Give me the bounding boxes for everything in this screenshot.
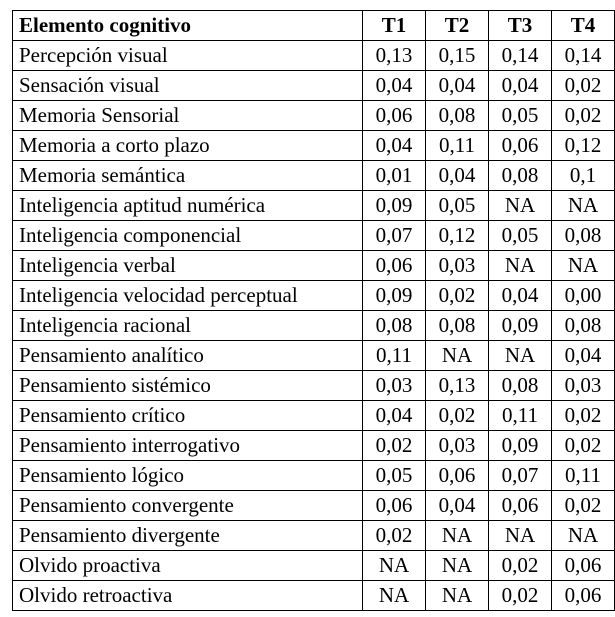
table-cell-t4: 0,02 xyxy=(552,401,615,431)
table-cell-t4: 0,06 xyxy=(552,581,615,611)
table-cell-t1: 0,09 xyxy=(363,191,426,221)
table-cell-t1: 0,05 xyxy=(363,461,426,491)
table-cell-t1: 0,13 xyxy=(363,41,426,71)
row-label: Memoria Sensorial xyxy=(13,101,363,131)
table-cell-t1: 0,08 xyxy=(363,311,426,341)
table-cell-t3: 0,09 xyxy=(489,311,552,341)
table-cell-t4: 0,02 xyxy=(552,491,615,521)
table-cell-t4: NA xyxy=(552,251,615,281)
table-row xyxy=(13,281,615,311)
table-cell-t1: 0,06 xyxy=(363,101,426,131)
table-cell-t1: NA xyxy=(363,581,426,611)
table-cell-t2: 0,05 xyxy=(426,191,489,221)
table-row xyxy=(13,461,615,491)
row-label: Memoria a corto plazo xyxy=(13,131,363,161)
row-label: Pensamiento interrogativo xyxy=(13,431,363,461)
table-cell-t2: 0,08 xyxy=(426,311,489,341)
table-row xyxy=(13,161,615,191)
header-t4: T4 xyxy=(552,11,615,41)
table-cell-t3: NA xyxy=(489,341,552,371)
table-cell-t4: 0,14 xyxy=(552,41,615,71)
table-cell-t3: 0,14 xyxy=(489,41,552,71)
table-row xyxy=(13,521,615,551)
table-cell-t3: NA xyxy=(489,521,552,551)
table-cell-t2: 0,12 xyxy=(426,221,489,251)
table-body xyxy=(13,41,615,611)
table-row xyxy=(13,131,615,161)
row-label: Pensamiento sistémico xyxy=(13,371,363,401)
table-cell-t4: 0,04 xyxy=(552,341,615,371)
table-row xyxy=(13,221,615,251)
table-row xyxy=(13,101,615,131)
table-cell-t3: 0,02 xyxy=(489,581,552,611)
table-cell-t4: 0,02 xyxy=(552,431,615,461)
table-cell-t2: 0,03 xyxy=(426,251,489,281)
table-cell-t1: 0,04 xyxy=(363,401,426,431)
table-cell-t2: 0,02 xyxy=(426,401,489,431)
table-cell-t4: 0,06 xyxy=(552,551,615,581)
table-row xyxy=(13,581,615,611)
table-cell-t2: 0,06 xyxy=(426,461,489,491)
table-cell-t3: 0,06 xyxy=(489,491,552,521)
table-cell-t1: 0,01 xyxy=(363,161,426,191)
table-cell-t3: 0,02 xyxy=(489,551,552,581)
row-label: Pensamiento crítico xyxy=(13,401,363,431)
table-cell-t4: NA xyxy=(552,521,615,551)
table-cell-t3: 0,05 xyxy=(489,101,552,131)
row-label: Pensamiento divergente xyxy=(13,521,363,551)
table-cell-t3: 0,05 xyxy=(489,221,552,251)
row-label: Pensamiento lógico xyxy=(13,461,363,491)
table-cell-t2: 0,04 xyxy=(426,491,489,521)
table-cell-t1: 0,09 xyxy=(363,281,426,311)
table-cell-t2: NA xyxy=(426,341,489,371)
row-label: Inteligencia racional xyxy=(13,311,363,341)
table-row xyxy=(13,491,615,521)
table-cell-t2: NA xyxy=(426,581,489,611)
table-cell-t1: 0,02 xyxy=(363,521,426,551)
table-row xyxy=(13,41,615,71)
table-cell-t4: 0,1 xyxy=(552,161,615,191)
table-cell-t1: NA xyxy=(363,551,426,581)
table-cell-t3: NA xyxy=(489,251,552,281)
table-cell-t1: 0,06 xyxy=(363,251,426,281)
table-cell-t3: 0,08 xyxy=(489,161,552,191)
table-cell-t4: 0,03 xyxy=(552,371,615,401)
table-cell-t3: 0,09 xyxy=(489,431,552,461)
table-cell-t3: 0,04 xyxy=(489,281,552,311)
header-t3: T3 xyxy=(489,11,552,41)
table-cell-t3: 0,04 xyxy=(489,71,552,101)
table-cell-t3: 0,11 xyxy=(489,401,552,431)
header-t1: T1 xyxy=(363,11,426,41)
header-elemento: Elemento cognitivo xyxy=(13,11,363,41)
row-label: Pensamiento analítico xyxy=(13,341,363,371)
table-cell-t1: 0,04 xyxy=(363,71,426,101)
row-label: Pensamiento convergente xyxy=(13,491,363,521)
table-row xyxy=(13,401,615,431)
table-cell-t1: 0,02 xyxy=(363,431,426,461)
table-cell-t2: 0,04 xyxy=(426,161,489,191)
table-row xyxy=(13,191,615,221)
row-label: Percepción visual xyxy=(13,41,363,71)
row-label: Olvido proactiva xyxy=(13,551,363,581)
table-row xyxy=(13,341,615,371)
row-label: Olvido retroactiva xyxy=(13,581,363,611)
table-cell-t4: 0,02 xyxy=(552,71,615,101)
header-row xyxy=(13,11,615,41)
table-row xyxy=(13,371,615,401)
table-cell-t2: 0,11 xyxy=(426,131,489,161)
row-label: Sensación visual xyxy=(13,71,363,101)
table-cell-t2: 0,03 xyxy=(426,431,489,461)
table-container xyxy=(12,10,615,611)
table-row xyxy=(13,71,615,101)
table-cell-t2: NA xyxy=(426,551,489,581)
table-cell-t3: 0,08 xyxy=(489,371,552,401)
table-cell-t4: 0,12 xyxy=(552,131,615,161)
table-cell-t4: 0,08 xyxy=(552,221,615,251)
table-cell-t2: 0,04 xyxy=(426,71,489,101)
table-cell-t4: 0,00 xyxy=(552,281,615,311)
table-cell-t1: 0,04 xyxy=(363,131,426,161)
row-label: Inteligencia componencial xyxy=(13,221,363,251)
table-cell-t2: NA xyxy=(426,521,489,551)
table-cell-t2: 0,08 xyxy=(426,101,489,131)
table-cell-t4: 0,02 xyxy=(552,101,615,131)
header-t2: T2 xyxy=(426,11,489,41)
table-row xyxy=(13,431,615,461)
row-label: Inteligencia aptitud numérica xyxy=(13,191,363,221)
row-label: Inteligencia verbal xyxy=(13,251,363,281)
table-row xyxy=(13,311,615,341)
table-row xyxy=(13,251,615,281)
table-cell-t3: NA xyxy=(489,191,552,221)
table-cell-t4: 0,08 xyxy=(552,311,615,341)
table-cell-t1: 0,03 xyxy=(363,371,426,401)
table-row xyxy=(13,551,615,581)
row-label: Memoria semántica xyxy=(13,161,363,191)
table-cell-t4: 0,11 xyxy=(552,461,615,491)
table-cell-t1: 0,07 xyxy=(363,221,426,251)
table-cell-t1: 0,06 xyxy=(363,491,426,521)
table-cell-t2: 0,02 xyxy=(426,281,489,311)
table-cell-t4: NA xyxy=(552,191,615,221)
table-cell-t3: 0,07 xyxy=(489,461,552,491)
row-label: Inteligencia velocidad perceptual xyxy=(13,281,363,311)
cognitive-elements-table xyxy=(12,10,615,611)
table-cell-t1: 0,11 xyxy=(363,341,426,371)
table-cell-t2: 0,15 xyxy=(426,41,489,71)
table-cell-t2: 0,13 xyxy=(426,371,489,401)
table-cell-t3: 0,06 xyxy=(489,131,552,161)
